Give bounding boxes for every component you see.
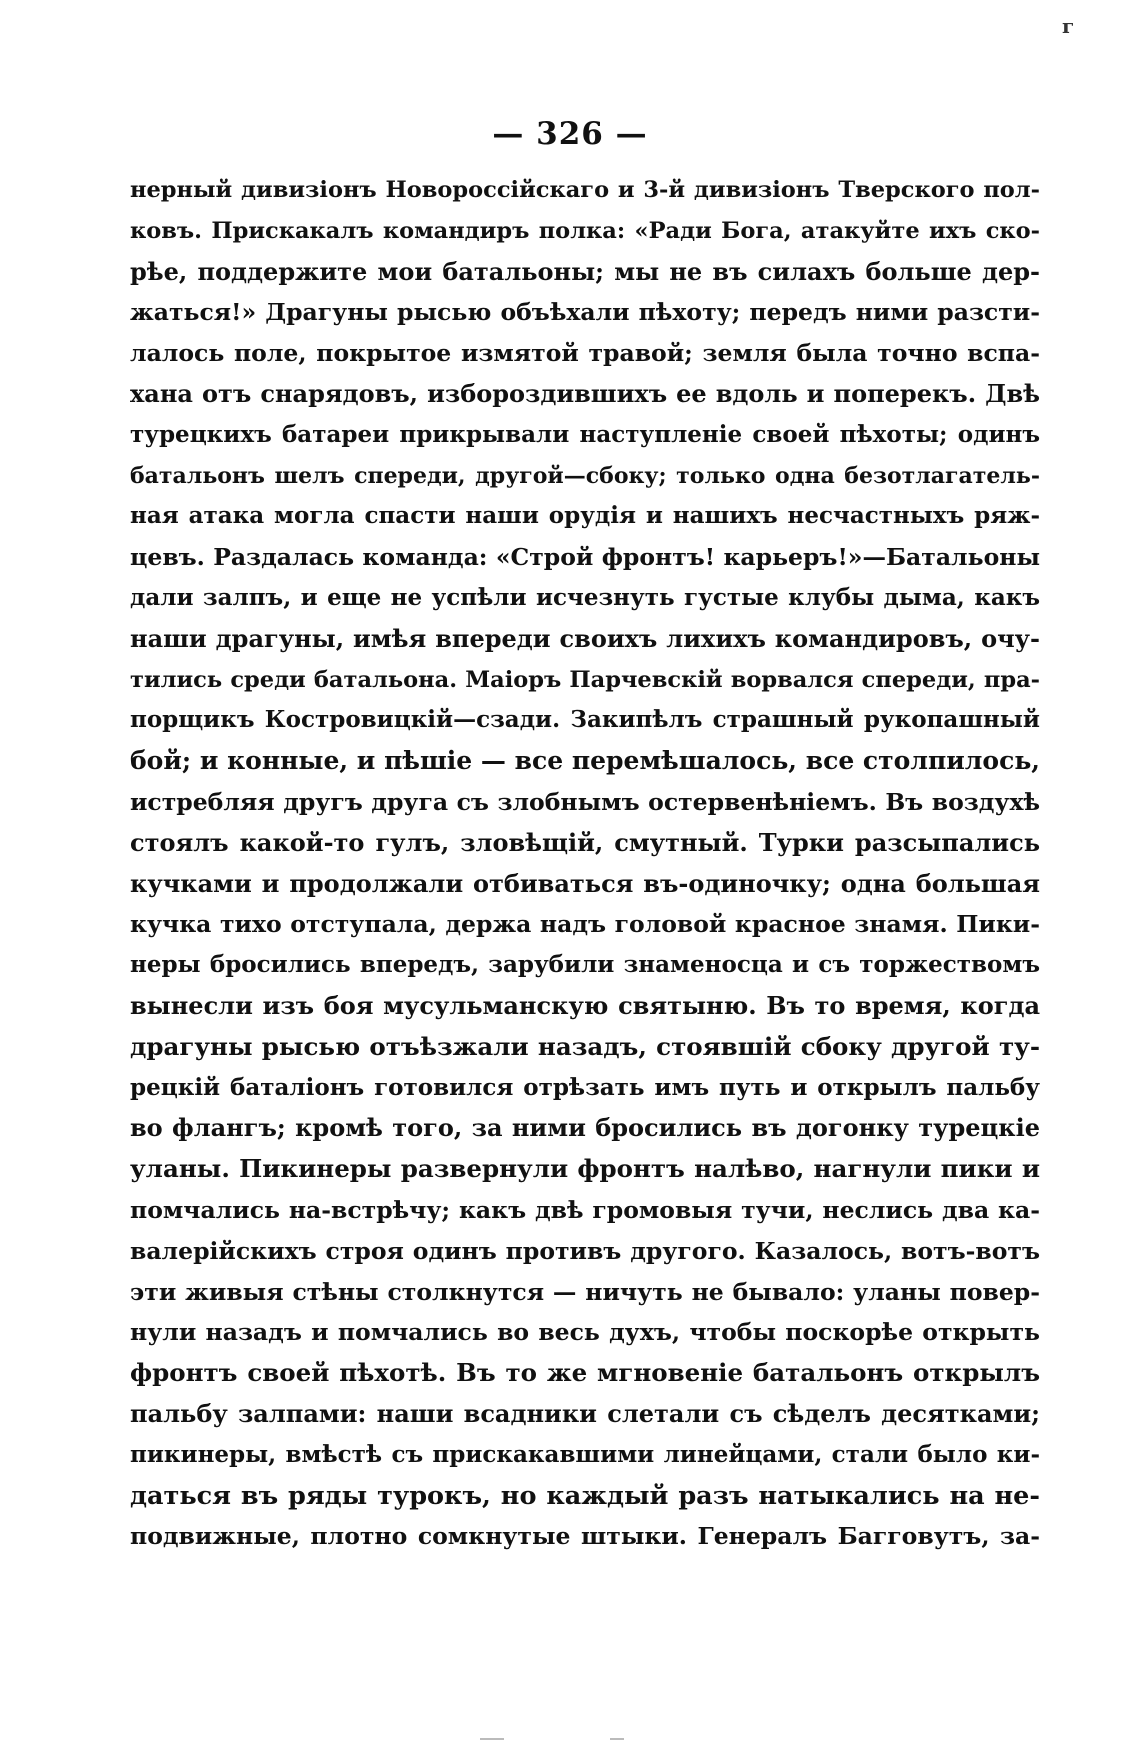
text-line: эти живыя стѣны столкнутся — ничуть не бывало: уланы повер- xyxy=(130,1277,1040,1306)
page-number: — 326 — xyxy=(492,116,648,152)
text-line: жаться!» Драгуны рысью объѣхали пѣхоту; передъ ними разсти- xyxy=(130,298,1040,327)
text-line: батальонъ шелъ спереди, другой—сбоку; только одна безотлагатель- xyxy=(130,462,1040,489)
text-line: помчались на-встрѣчу; какъ двѣ громовыя тучи, неслись два ка- xyxy=(130,1195,1040,1224)
text-line: валерійскихъ строя одинъ противъ другого. Казалось, вотъ-вотъ xyxy=(130,1236,1040,1265)
text-line: нули назадъ и помчались во весь духъ, чтобы поскорѣе открыть xyxy=(130,1318,1040,1347)
text-line: подвижные, плотно сомкнутые штыки. Генералъ Багговутъ, за- xyxy=(130,1522,1040,1551)
text-line: пикинеры, вмѣстѣ съ прискакавшими линейцами, стали было ки- xyxy=(130,1440,1040,1468)
body-text xyxy=(130,170,1040,1557)
text-line: во флангъ; кромѣ того, за ними бросились въ догонку турецкіе xyxy=(130,1113,1040,1143)
text-line: рѣе, поддержите мои батальоны; мы не въ силахъ больше дер- xyxy=(130,256,1040,286)
text-line: хана отъ снарядовъ, избороздившихъ ее вдоль и поперекъ. Двѣ xyxy=(130,378,1040,408)
text-line: стоялъ какой-то гулъ, зловѣщій, смутный. Турки разсыпались xyxy=(130,827,1040,857)
bottom-smudge xyxy=(470,1738,670,1744)
text-line: лалось поле, покрытое измятой травой; земля была точно вспа- xyxy=(130,339,1040,368)
text-line: тились среди батальона. Маіоръ Парчевскій ворвался спереди, пра- xyxy=(130,666,1040,693)
text-line: порщикъ Костровицкій—сзади. Закипѣлъ страшный рукопашный xyxy=(130,706,1040,734)
text-line: кучками и продолжали отбиваться въ-одиночку; одна большая xyxy=(130,868,1040,898)
text-line: драгуны рысью отъѣзжали назадъ, стоявшій сбоку другой ту- xyxy=(130,1031,1040,1061)
text-line: кучка тихо отступала, держа надъ головой красное знамя. Пики- xyxy=(130,910,1040,939)
text-line: вынесли изъ боя мусульманскую святыню. Въ то время, когда xyxy=(130,990,1040,1020)
text-line: фронтъ своей пѣхотѣ. Въ то же мгновеніе батальонъ открылъ xyxy=(130,1358,1040,1388)
text-line: дали залпъ, и еще не успѣли исчезнуть густые клубы дыма, какъ xyxy=(130,583,1040,611)
text-line: рецкій баталіонъ готовился отрѣзать имъ путь и открылъ пальбу xyxy=(130,1073,1040,1101)
text-line: наши драгуны, имѣя впереди своихъ лихихъ командировъ, очу- xyxy=(130,623,1040,653)
text-line: уланы. Пикинеры развернули фронтъ налѣво, нагнули пики и xyxy=(130,1154,1040,1184)
text-line: нерный дивизіонъ Новороссійскаго и 3-й дивизіонъ Тверского пол- xyxy=(130,177,1040,203)
corner-mark: ᴦ xyxy=(1062,14,1073,38)
text-line: пальбу залпами: наши всадники слетали съ сѣделъ десятками; xyxy=(130,1398,1040,1428)
text-line: неры бросились впередъ, зарубили знаменосца и съ торжествомъ xyxy=(130,951,1040,979)
text-line: ковъ. Прискакалъ командиръ полка: «Ради Бога, атакуйте ихъ ско- xyxy=(130,217,1040,244)
text-line: бой; и конные, и пѣшіе — все перемѣшалось, все столпилось, xyxy=(130,746,1040,776)
text-line: ная атака могла спасти наши орудія и нашихъ несчастныхъ ряж- xyxy=(130,502,1040,530)
text-line: цевъ. Раздалась команда: «Строй фронтъ! карьеръ!»—Батальоны xyxy=(130,543,1040,572)
text-line: истребляя другъ друга съ злобнымъ остервенѣніемъ. Въ воздухѣ xyxy=(130,787,1040,816)
text-line: турецкихъ батареи прикрывали наступленіе своей пѣхоты; одинъ xyxy=(130,420,1040,448)
text-line: даться въ ряды турокъ, но каждый разъ натыкались на не- xyxy=(130,1480,1040,1511)
